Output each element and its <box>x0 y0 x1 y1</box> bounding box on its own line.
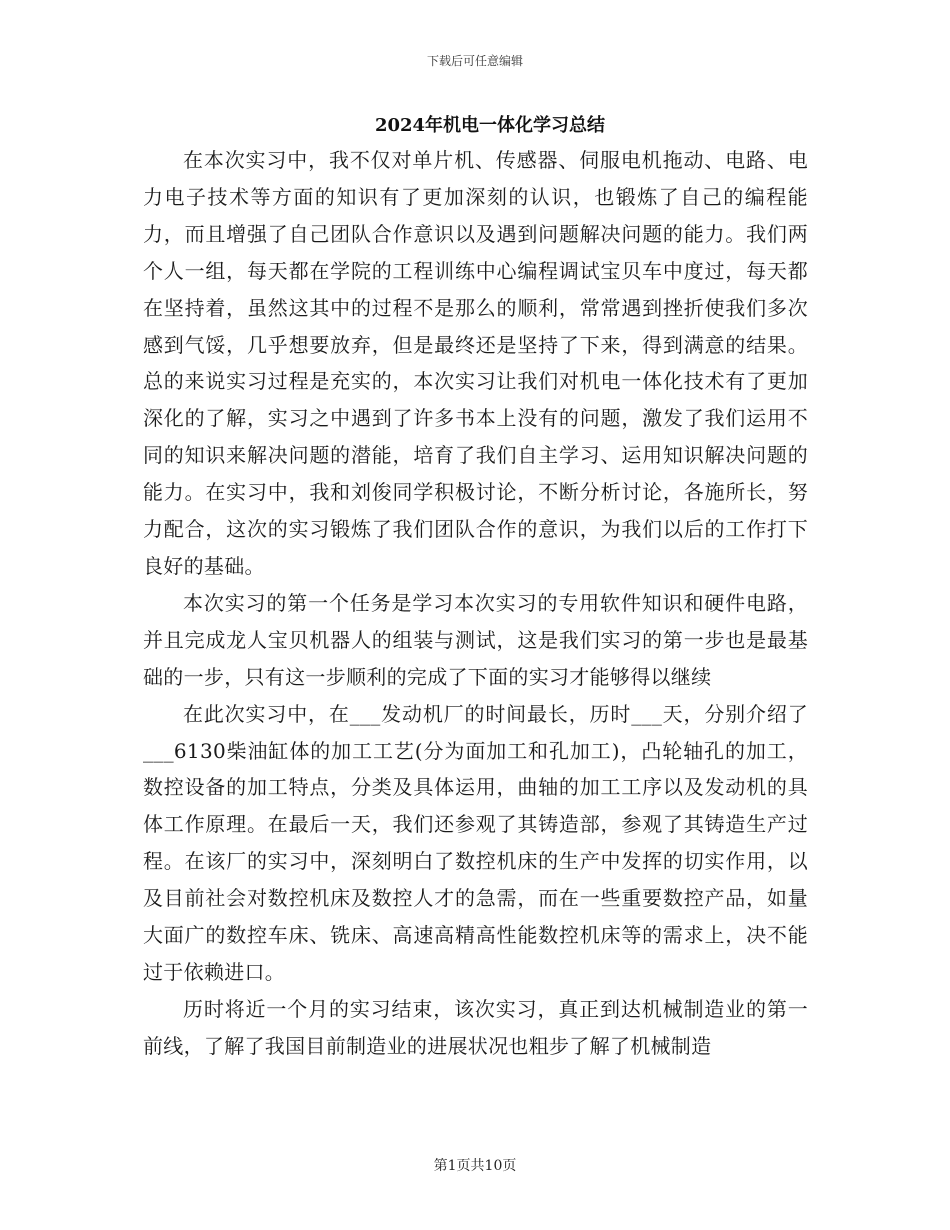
page-header-note: 下载后可任意编辑 <box>426 54 523 68</box>
paragraph-3: 在此次实习中，在___发动机厂的时间最长，历时___天，分别介绍了___6130柴油缸体的加工工艺(分为面加工和孔加工)，凸轮轴孔的加工，数控设备的加工特点，分类及具体运用，曲轴的加工工序以及发动机的具体工作原理。在最后一天，我们还参观了其铸造部，参观了其铸造生产过程。在该厂的实习中，深刻明白了数控机床的生产中发挥的切实作用，以及目前社会对数控机床及数控人才的急需，而在一些重要数控产品，如量大面广的数控车床、铣床、高速高精高性能数控机床等的需求上，决不能过于依赖进口。 <box>143 701 808 984</box>
paragraph-1: 在本次实习中，我不仅对单片机、传感器、伺服电机拖动、电路、电力电子技术等方面的知识有了更加深刻的认识，也锻炼了自己的编程能力，而且增强了自己团队合作意识以及遇到问题解决问题的能力。我们两个人一组，每天都在学院的工程训练中心编程调试宝贝车中度过，每天都在坚持着，虽然这其中的过程不是那么的顺利，常常遇到挫折使我们多次感到气馁，几乎想要放弃，但是最终还是坚持了下来，得到满意的结果。总的来说实习过程是充实的，本次实习让我们对机电一体化技术有了更加深化的了解，实习之中遇到了许多书本上没有的问题，激发了我们运用不同的知识来解决问题的潜能，培育了我们自主学习、运用知识解决问题的能力。在实习中，我和刘俊同学积极讨论，不断分析讨论，各施所长，努力配合，这次的实习锻炼了我们团队合作的意识，为我们以后的工作打下良好的基础。 <box>143 148 808 578</box>
page-number: 第1页共10页 <box>433 1158 517 1174</box>
paragraph-4: 历时将近一个月的实习结束，该次实习，真正到达机械制造业的第一前线，了解了我国目前制造业的进展状况也粗步了解了机械制造 <box>143 996 808 1058</box>
document-title: 2024年机电一体化学习总结 <box>374 115 606 136</box>
document-body <box>143 142 808 1065</box>
paragraph-2: 本次实习的第一个任务是学习本次实习的专用软件知识和硬件电路，并且完成龙人宝贝机器人的组装与测试，这是我们实习的第一步也是最基础的一步，只有这一步顺利的完成了下面的实习才能够得以继续 <box>143 590 808 689</box>
